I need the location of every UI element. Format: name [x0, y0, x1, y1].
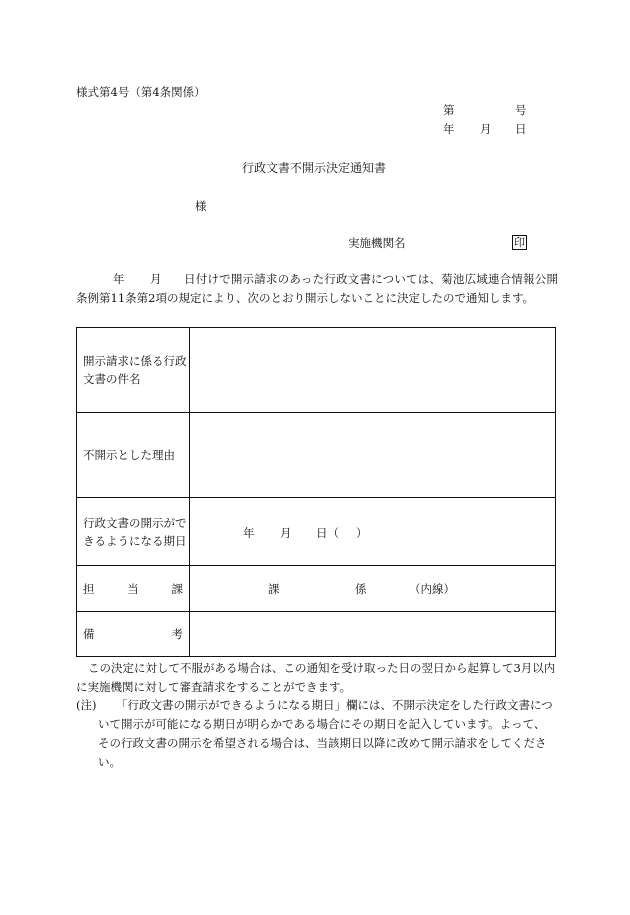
recipient-suffix: 様 [195, 199, 207, 213]
document-number-suffix: 号 [515, 103, 527, 117]
date-day: 日 [515, 122, 527, 136]
row-value-department [190, 566, 556, 612]
department-extension: （内線） [409, 582, 455, 596]
row-label-reason: 不開示とした理由 [77, 413, 190, 498]
date-year: 年 [443, 122, 455, 136]
disclosure-date-month: 月 [280, 526, 292, 540]
row-label-disclosure-date: 行政文書の開示ができるようになる期日 [77, 498, 190, 566]
remarks-label-char: 備 [83, 627, 95, 641]
date-month: 月 [480, 122, 492, 136]
row-value-disclosure-date [190, 498, 556, 566]
disclosure-date-day: 日（ [316, 526, 339, 540]
row-value-document-subject [190, 328, 556, 413]
row-label-document-subject: 開示請求に係る行政文書の件名 [77, 328, 190, 413]
department-label-char: 担 [83, 581, 95, 596]
department-label-char: 当 [127, 581, 139, 596]
seal-mark [512, 235, 527, 250]
decision-table [76, 327, 556, 657]
department-label-char: 課 [171, 581, 183, 596]
note-text: 「行政文書の開示ができるようになる期日」欄には、不開示決定をした行政文書について開示が可能になる期日が明らかである場合にその期日を記入しています。よって、その行政文書の開示を希望される場合は、当該期日以降に改めて開示請求をしてください。 [98, 698, 553, 769]
table-row [77, 328, 556, 413]
table-row [77, 612, 556, 657]
department-kakari: 係 [355, 582, 367, 596]
remarks-label-char: 考 [171, 627, 183, 641]
body-paragraph: 日付けで開示請求のあった行政文書については、菊池広域連合情報公開条例第11条第2項の規定により、次のとおり開示しないことに決定したので通知します。 [76, 272, 558, 305]
table-row [77, 566, 556, 612]
seal-text: 印 [514, 236, 525, 249]
disclosure-date-year: 年 [243, 526, 255, 540]
row-value-reason [190, 413, 556, 498]
row-label-remarks [77, 612, 190, 657]
row-label-department [77, 566, 190, 612]
issuer-label: 実施機関名 [348, 236, 406, 250]
appeal-notice: この決定に対して不服がある場合は、この通知を受け取った日の翌日から起算して3月以内に実施機関に対して審査請求をすることができます。 [76, 661, 556, 694]
department-label-spread [83, 580, 189, 598]
department-ka: 課 [268, 582, 280, 596]
note-label: (注) [76, 698, 97, 712]
document-number-prefix: 第 [443, 103, 455, 117]
body-month: 月 [150, 272, 162, 286]
table-row [77, 498, 556, 566]
row-value-remarks [190, 612, 556, 657]
table-row [77, 413, 556, 498]
body-year: 年 [113, 272, 125, 286]
document-title: 行政文書不開示決定通知書 [242, 161, 387, 175]
form-number: 様式第4号（第4条関係） [76, 85, 206, 99]
disclosure-date-close: ） [356, 526, 368, 540]
remarks-label-spread [83, 625, 189, 643]
